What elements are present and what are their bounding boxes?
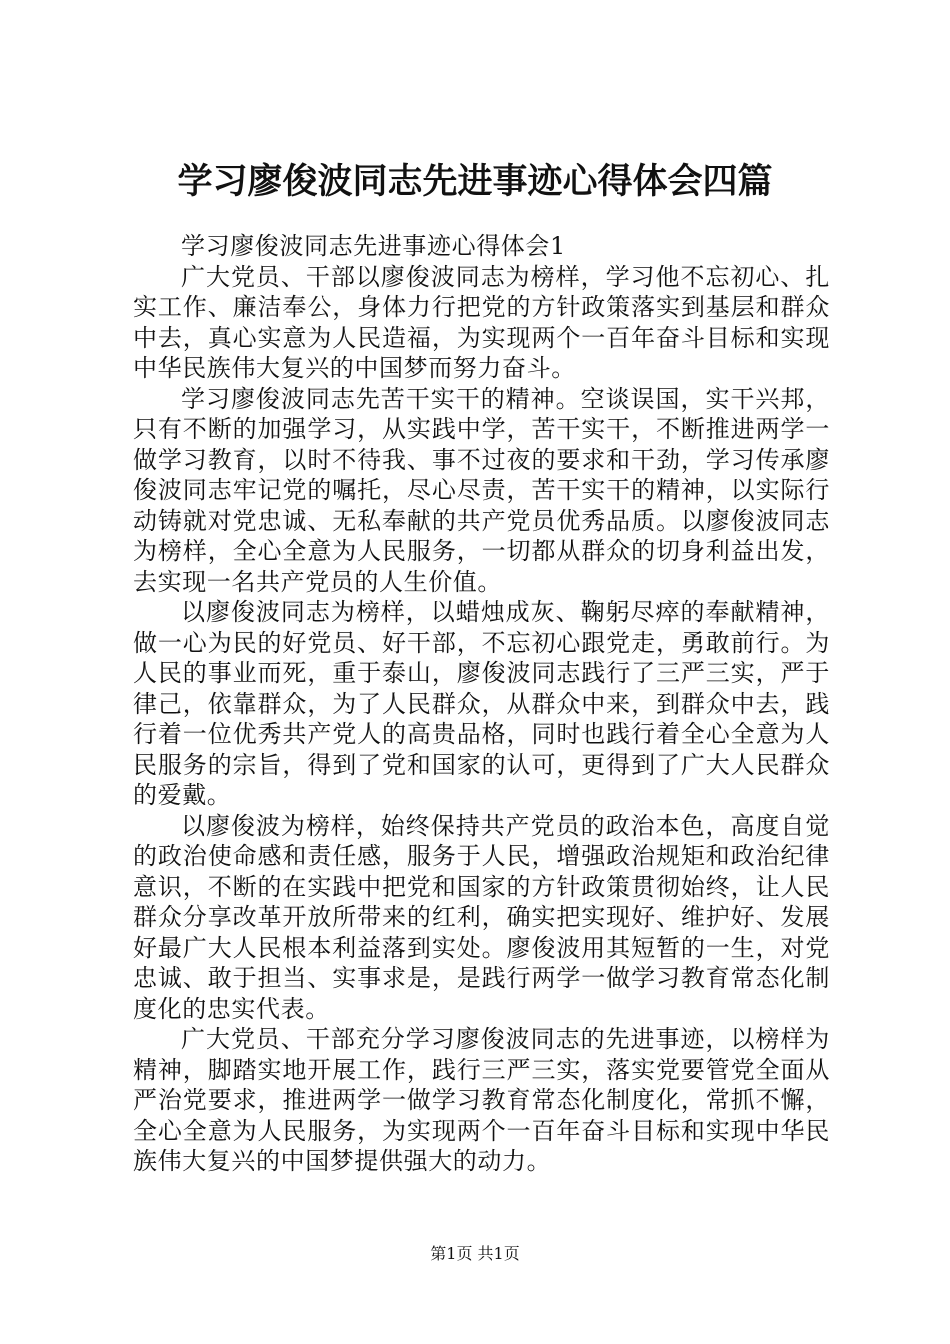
document-body xyxy=(133,231,830,1177)
paragraph-1: 广大党员、干部以廖俊波同志为榜样，学习他不忘初心、扎实工作、廉洁奉公，身体力行把党的方针政策落实到基层和群众中去，真心实意为人民造福，为实现两个一百年奋斗目标和实现中华民族伟大复兴的中国梦而努力奋斗。 xyxy=(133,262,830,382)
page-footer: 第1页 共1页 xyxy=(430,1244,520,1263)
paragraph-5: 广大党员、干部充分学习廖俊波同志的先进事迹，以榜样为精神，脚踏实地开展工作，践行三严三实，落实党要管党全面从严治党要求，推进两学一做学习教育常态化制度化，常抓不懈，全心全意为人民服务，为实现两个一百年奋斗目标和实现中华民族伟大复兴的中国梦提供强大的动力。 xyxy=(133,1025,830,1175)
paragraph-2: 学习廖俊波同志先苦干实干的精神。空谈误国，实干兴邦，只有不断的加强学习，从实践中学，苦干实干，不断推进两学一做学习教育，以时不待我、事不过夜的要求和干劲，学习传承廖俊波同志牢记党的嘱托，尽心尽责，苦干实干的精神，以实际行动铸就对党忠诚、无私奉献的共产党员优秀品质。以廖俊波同志为榜样，全心全意为人民服务，一切都从群众的切身利益出发，去实现一名共产党员的人生价值。 xyxy=(133,384,830,596)
paragraph-3: 以廖俊波同志为榜样，以蜡烛成灰、鞠躬尽瘁的奉献精神，做一心为民的好党员、好干部，不忘初心跟党走，勇敢前行。为人民的事业而死，重于泰山，廖俊波同志践行了三严三实，严于律己，依靠群众，为了人民群众，从群众中来，到群众中去，践行着一位优秀共产党人的高贵品格，同时也践行着全心全意为人民服务的宗旨，得到了党和国家的认可，更得到了广大人民群众的爱戴。 xyxy=(133,598,830,809)
document-title: 学习廖俊波同志先进事迹心得体会四篇 xyxy=(177,161,773,202)
section-subheading: 学习廖俊波同志先进事迹心得体会1 xyxy=(181,232,566,260)
paragraph-4: 以廖俊波为榜样，始终保持共产党员的政治本色，高度自觉的政治使命感和责任感，服务于人民，增强政治规矩和政治纪律意识，不断的在实践中把党和国家的方针政策贯彻始终，让人民群众分享改革开放所带来的红利，确实把实现好、维护好、发展好最广大人民根本利益落到实处。廖俊波用其短暂的一生，对党忠诚、敢于担当、实事求是，是践行两学一做学习教育常态化制度化的忠实代表。 xyxy=(133,811,830,1023)
